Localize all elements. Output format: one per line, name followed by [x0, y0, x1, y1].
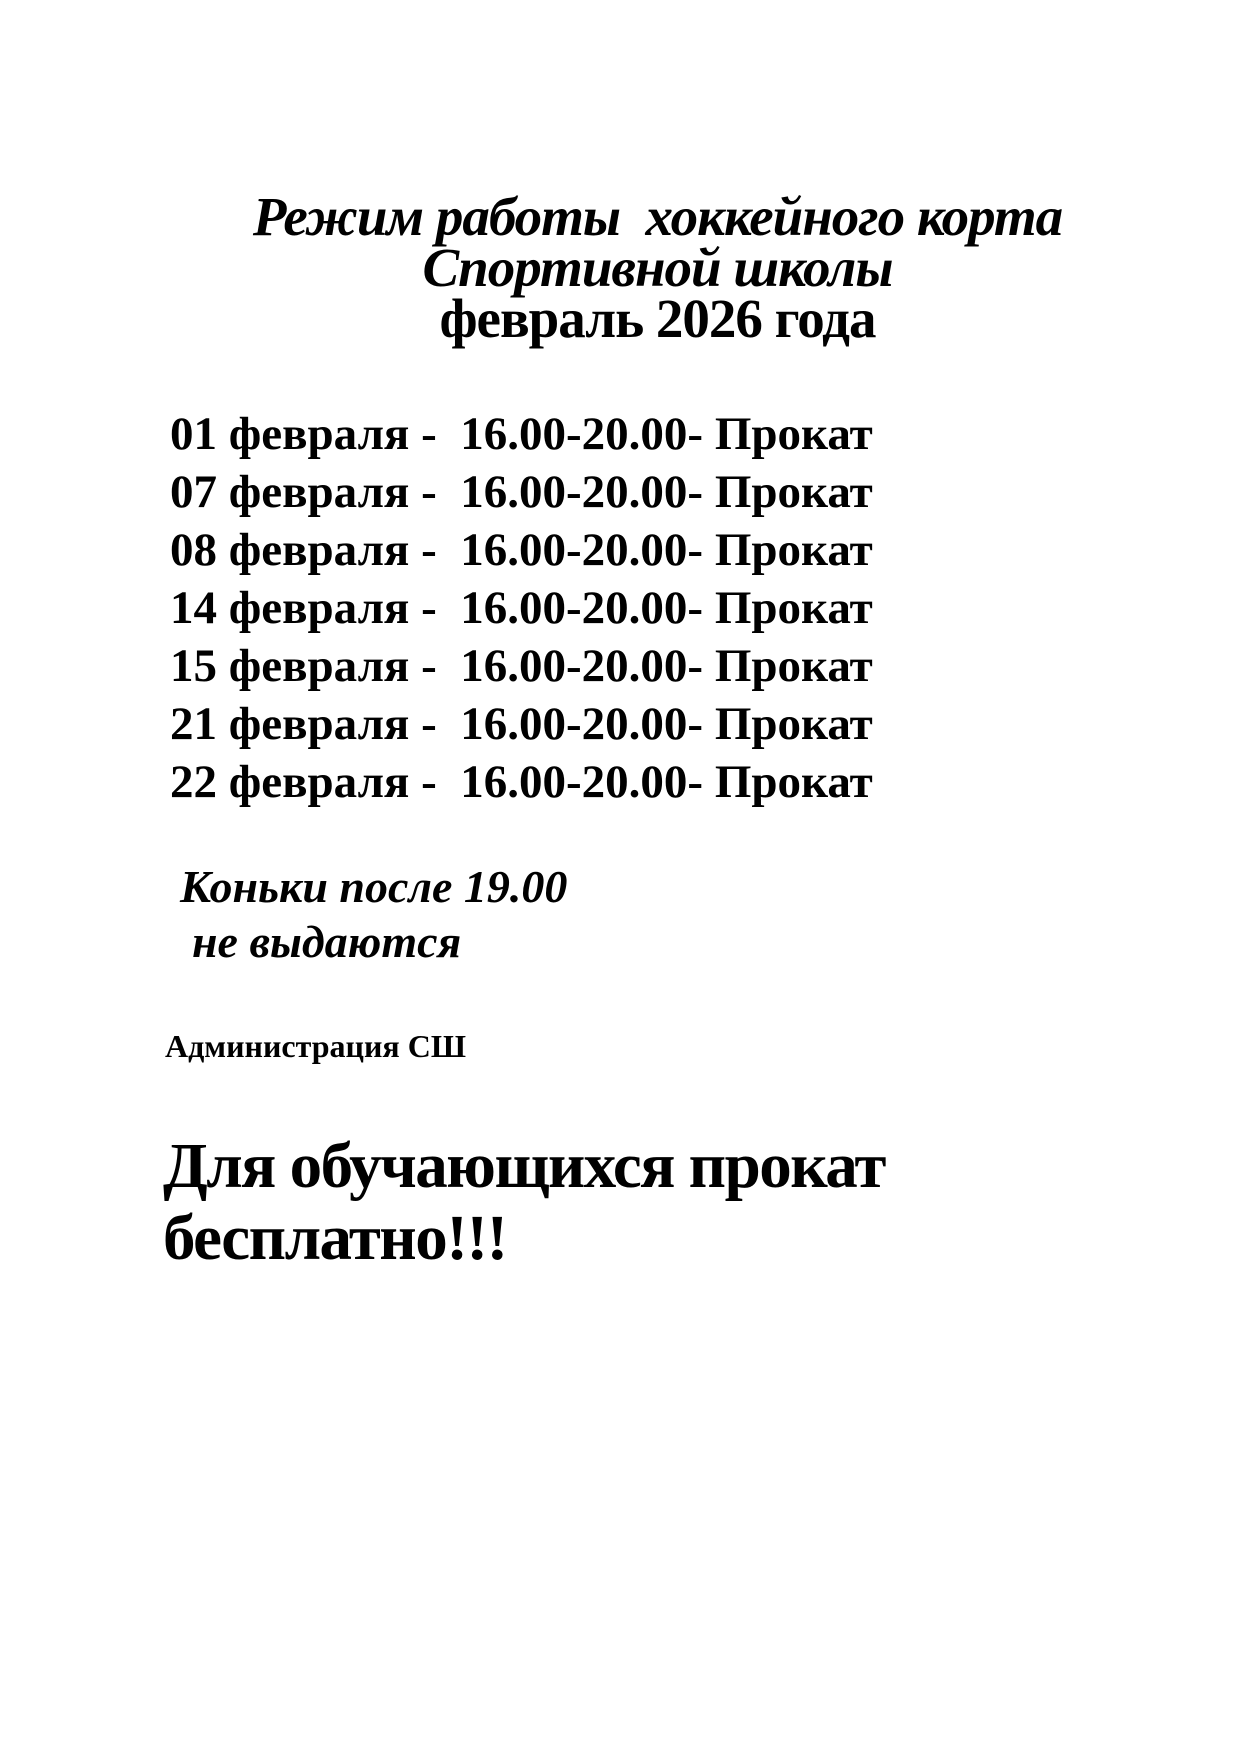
skates-notice	[180, 859, 567, 969]
schedule-entry: 21 февраля - 16.00-20.00- Прокат	[170, 698, 873, 750]
schedule-entry: 07 февраля - 16.00-20.00- Прокат	[170, 466, 873, 518]
free-rental-announcement	[163, 1130, 885, 1274]
schedule-entry: 22 февраля - 16.00-20.00- Прокат	[170, 756, 873, 808]
document-title	[165, 186, 1150, 349]
title-line-2: Спортивной школы	[422, 237, 893, 298]
announcement-line-1: Для обучающихся прокат	[163, 1130, 885, 1202]
notice-line-2: не выдаются	[192, 916, 462, 967]
schedule-entry: 14 февраля - 16.00-20.00- Прокат	[170, 582, 873, 634]
schedule-entry: 08 февраля - 16.00-20.00- Прокат	[170, 524, 873, 576]
signature-line: Администрация СШ	[165, 1028, 466, 1064]
schedule-entry: 15 февраля - 16.00-20.00- Прокат	[170, 640, 873, 692]
announcement-line-2: бесплатно!!!	[163, 1202, 507, 1274]
title-line-1: Режим работы хоккейного корта	[252, 186, 1063, 247]
notice-line-1: Коньки после 19.00	[180, 861, 568, 912]
schedule-entry: 01 февраля - 16.00-20.00- Прокат	[170, 408, 873, 460]
title-line-3: февраль 2026 года	[439, 288, 876, 349]
schedule-list	[170, 405, 873, 811]
